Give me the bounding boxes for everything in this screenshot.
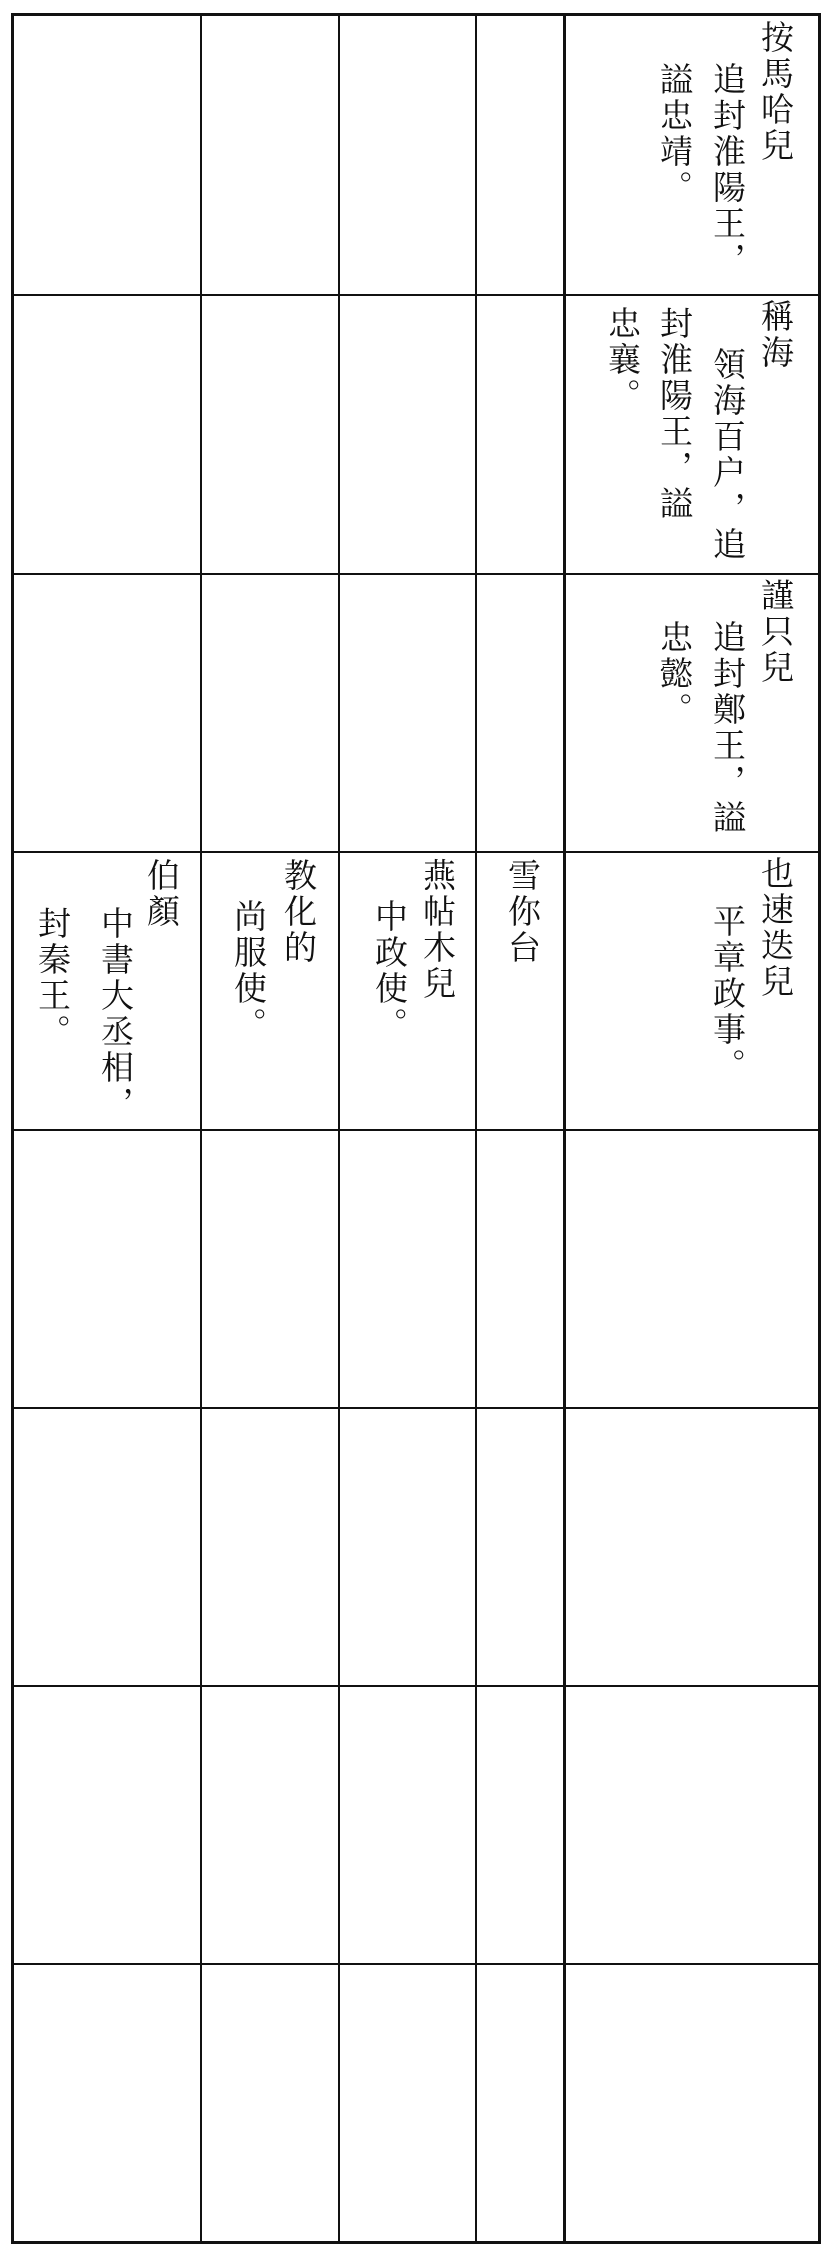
row-divider	[14, 1407, 818, 1409]
entry-name: 燕帖木兒	[418, 858, 457, 1002]
entry-text-line: 忠襄。	[603, 306, 642, 414]
entry-text-line: 封秦王。	[33, 906, 72, 1050]
entry-text-line: 中政使。	[370, 899, 409, 1043]
entry-name: 也速迭兒	[756, 856, 795, 1000]
entry-name: 雪你台	[503, 858, 542, 966]
entry-text-line: 謚忠靖。	[655, 62, 694, 206]
entry-name: 教化的	[279, 858, 318, 966]
entry-text-line: 中書大丞相，	[96, 906, 135, 1122]
row-divider	[14, 1685, 818, 1687]
entry-text-line: 領海百户，追	[708, 347, 747, 563]
entry-text-line: 忠懿。	[655, 620, 694, 728]
entry-name: 按馬哈兒	[756, 20, 795, 164]
entry-text-line: 封淮陽王，謚	[655, 306, 694, 522]
entry-name: 謹只兒	[756, 578, 795, 686]
genealogy-table	[11, 13, 821, 2244]
entry-text-line: 追封鄭王，謚	[708, 620, 747, 836]
entry-text-line: 平章政事。	[708, 904, 747, 1084]
row-divider	[14, 851, 818, 853]
row-divider	[14, 294, 818, 296]
entry-name: 伯顏	[142, 858, 181, 930]
row-divider	[14, 573, 818, 575]
entry-name: 稱海	[756, 299, 795, 371]
row-divider	[14, 1963, 818, 1965]
entry-text-line: 追封淮陽王，	[708, 62, 747, 278]
row-divider	[14, 1129, 818, 1131]
entry-text-line: 尚服使。	[229, 899, 268, 1043]
